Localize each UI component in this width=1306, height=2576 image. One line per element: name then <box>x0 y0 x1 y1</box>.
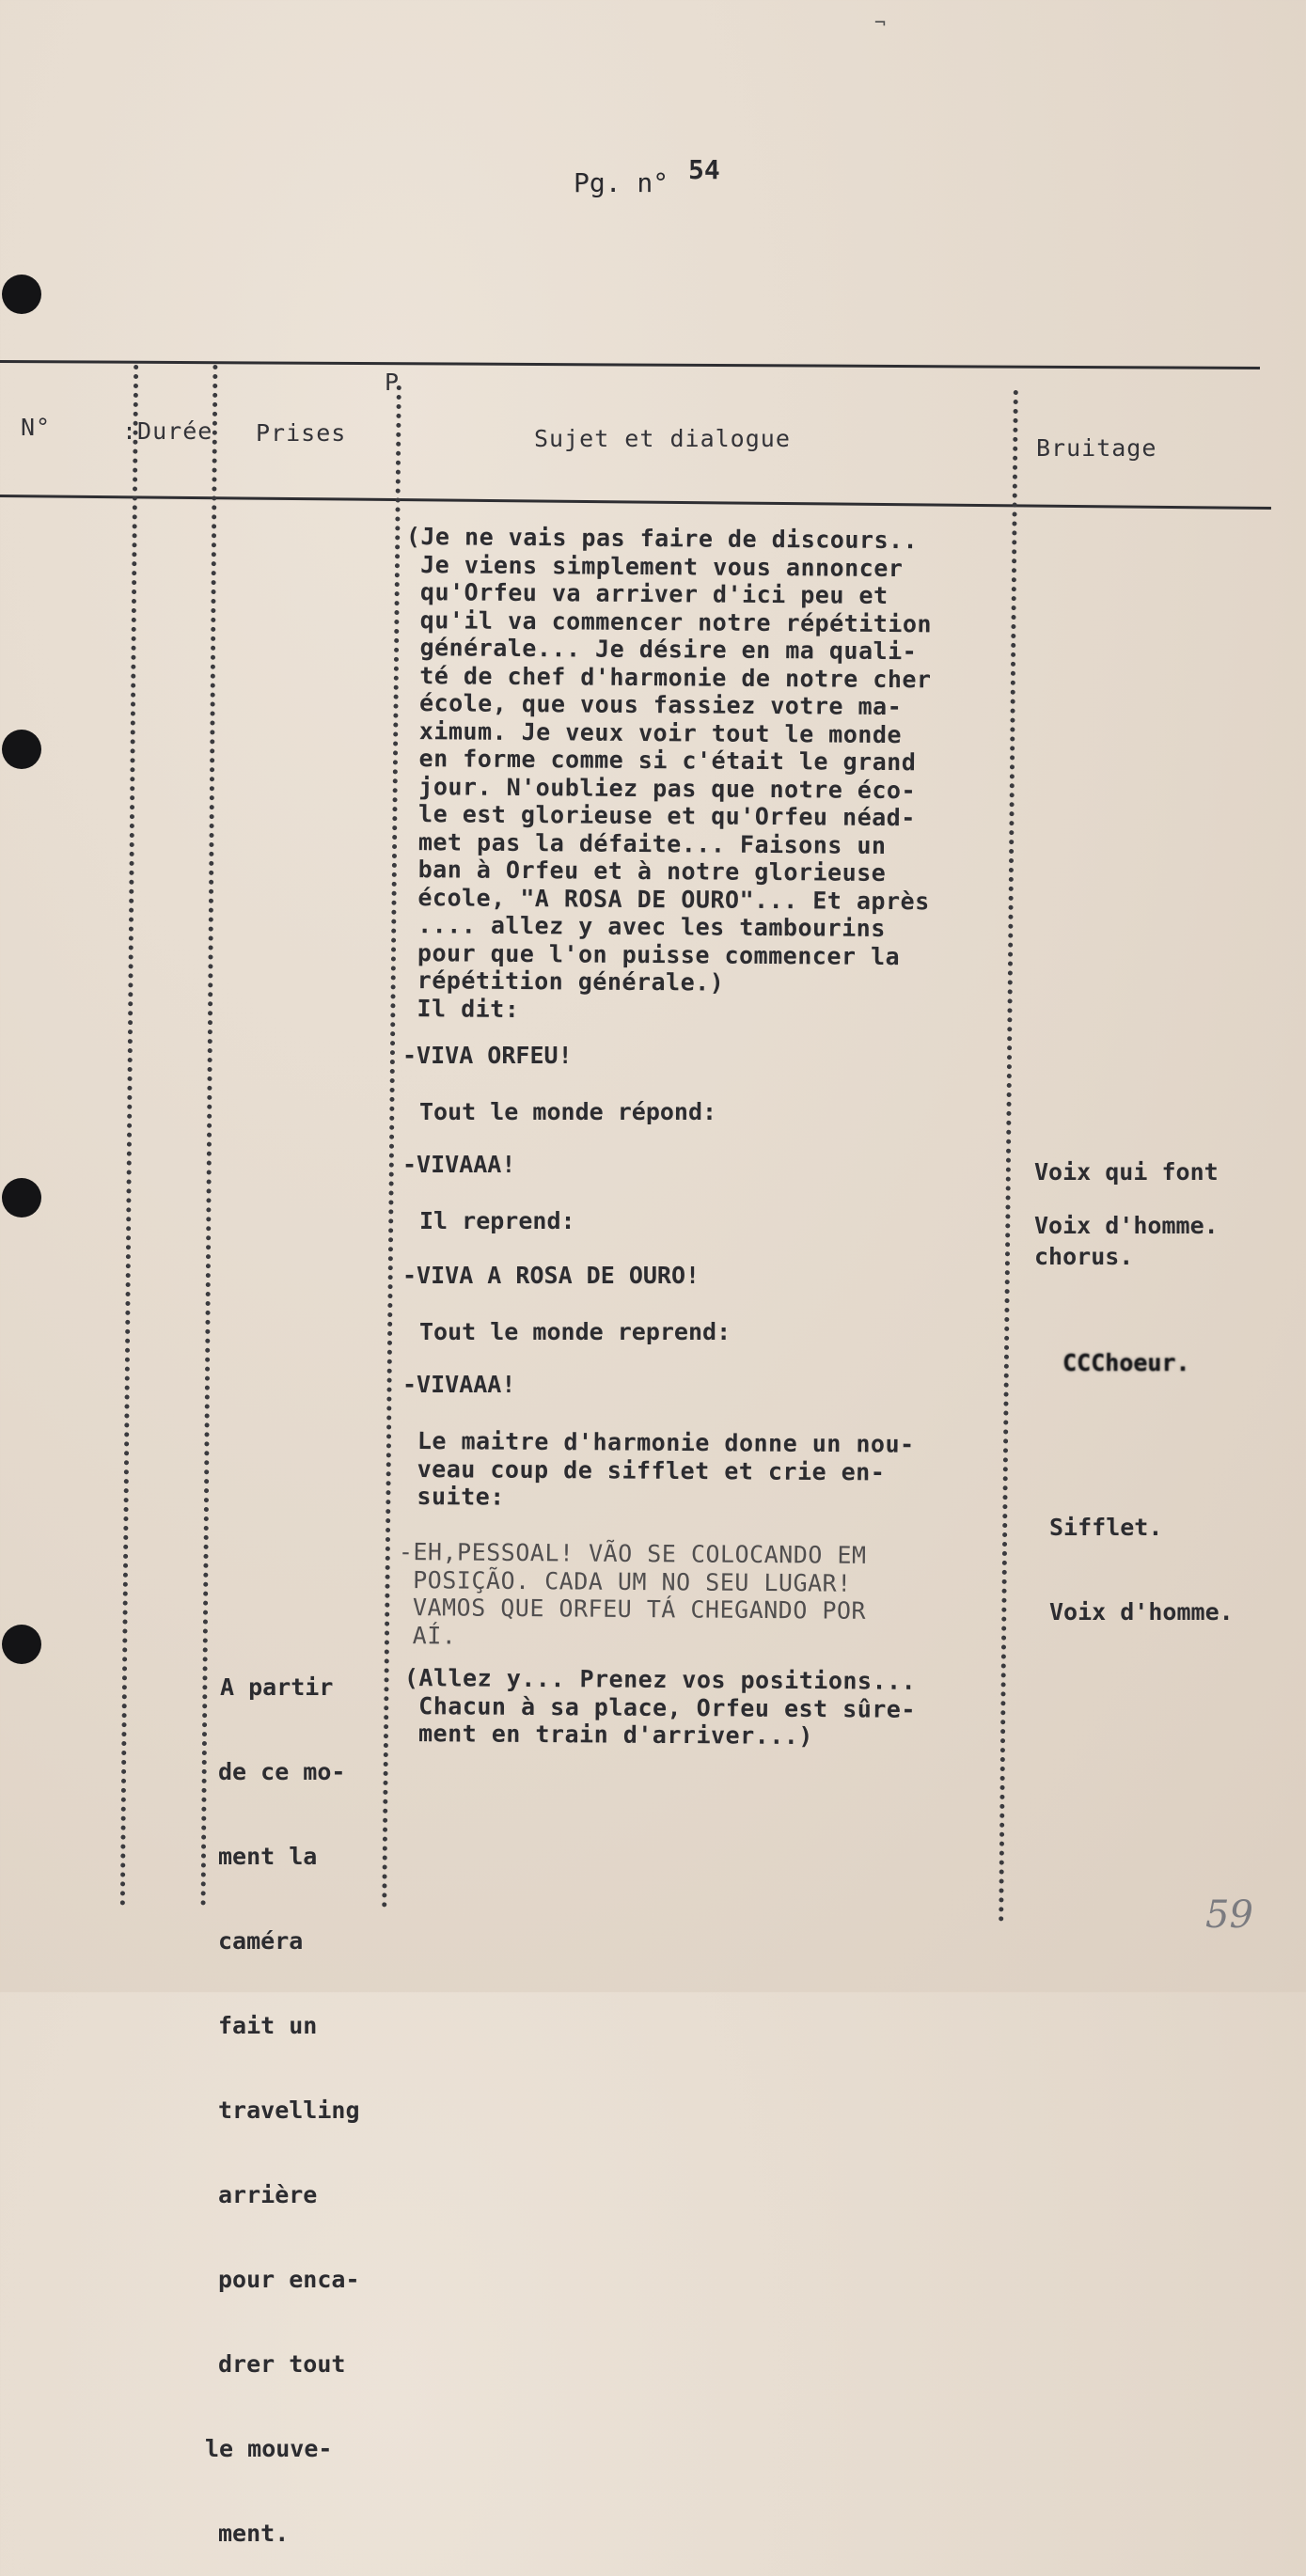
top-mark: ¬ <box>874 11 887 34</box>
bruitage-voix-chorus <box>1034 1102 1219 1299</box>
dialogue-il-reprend: Il reprend: <box>419 1207 575 1234</box>
prises-line: arrière <box>218 2181 318 2208</box>
page-number: 54 <box>688 154 720 185</box>
speech-line: ximum. Je veux voir tout le monde <box>404 716 903 748</box>
punch-hole <box>2 1625 41 1664</box>
dialogue-viva-orfeu: -VIVA ORFEU! <box>402 1042 573 1069</box>
punch-hole <box>2 1178 41 1217</box>
translation-line: (Allez y... Prenez vos positions... <box>403 1664 917 1695</box>
bruitage-line: Voix qui font <box>1034 1158 1219 1186</box>
speech-line: (Je ne vais pas faire de discours.. <box>405 523 919 555</box>
portuguese-block <box>398 1538 867 1653</box>
dialogue-viva-rosa: -VIVA A ROSA DE OURO! <box>402 1262 700 1289</box>
speech-line: école, "A ROSA DE OURO"... Et après <box>402 883 930 915</box>
column-separator <box>120 365 138 1907</box>
column-separator <box>999 390 1018 1923</box>
dialogue-tout-reprend: Tout le monde reprend: <box>419 1318 732 1345</box>
header-bottom-rule <box>0 495 1271 510</box>
translation-line: Chacun à sa place, Orfeu est sûre- <box>403 1691 917 1723</box>
portuguese-line: AÍ. <box>398 1621 457 1649</box>
speech-block <box>402 523 933 1026</box>
speech-line: ban à Orfeu et à notre glorieuse <box>402 855 887 887</box>
maitre-line: Le maitre d'harmonie donne un nou- <box>417 1427 915 1458</box>
translation-line: ment en train d'arriver...) <box>403 1719 814 1751</box>
maitre-line: suite: <box>417 1482 505 1511</box>
speech-line: qu'il va commencer notre répétition <box>405 605 933 637</box>
speech-line: générale... Je désire en ma quali- <box>404 633 918 666</box>
handwritten-page-number: 59 <box>1205 1893 1253 1937</box>
col-header-p-marker: P <box>385 369 401 396</box>
portuguese-line: POSIÇÃO. CADA UM NO SEU LUGAR! <box>398 1565 852 1597</box>
col-header-duree: :Durée <box>122 417 213 445</box>
prises-line: drer tout <box>218 2350 346 2378</box>
prises-line: de ce mo- <box>218 1758 346 1785</box>
prises-line: le mouve- <box>205 2435 333 2462</box>
speech-line: qu'Orfeu va arriver d'ici peu et <box>405 577 889 610</box>
speech-line: répétition générale.) <box>402 966 725 997</box>
portuguese-line: VAMOS QUE ORFEU TÁ CHEGANDO POR <box>398 1593 867 1625</box>
speech-line: en forme comme si c'était le grand <box>403 744 917 777</box>
speech-line: jour. N'oubliez pas que notre éco- <box>403 772 917 804</box>
bruitage-choeur-text: CCChoeur. <box>1062 1349 1190 1376</box>
bruitage-voix-homme: Voix d'homme. <box>1034 1212 1219 1239</box>
col-header-sujet: Sujet et dialogue <box>534 425 791 452</box>
punch-hole <box>2 730 41 769</box>
page-label: Pg. n° <box>574 167 669 198</box>
portuguese-line: -EH,PESSOAL! VÃO SE COLOCANDO EM <box>398 1538 867 1569</box>
speech-line: met pas la défaite... Faisons un <box>403 827 887 859</box>
col-header-prises: Prises <box>256 419 347 447</box>
prises-line: fait un <box>218 2012 318 2039</box>
bruitage-line: Sifflet. <box>1049 1514 1163 1541</box>
dialogue-vivaaa: -VIVAAA! <box>402 1371 516 1398</box>
bruitage-sifflet <box>1049 1457 1234 1655</box>
dialogue-vivaaa: -VIVAAA! <box>402 1151 516 1178</box>
header-top-rule <box>0 360 1260 369</box>
punch-hole <box>2 275 41 314</box>
speech-line: école, que vous fassiez votre ma- <box>404 688 903 721</box>
maitre-block <box>417 1427 914 1514</box>
maitre-line: veau coup de sifflet et crie en- <box>417 1454 886 1485</box>
speech-line: té de chef d'harmonie de notre cher <box>404 661 932 693</box>
page-number-header <box>574 154 720 198</box>
column-separator <box>382 385 401 1908</box>
prises-line: ment. <box>218 2520 290 2547</box>
bruitage-line: chorus. <box>1034 1243 1134 1270</box>
speech-line: .... allez y avec les tambourins <box>402 910 886 943</box>
bruitage-choeur <box>1034 1321 1190 1377</box>
speech-line: le est glorieuse et qu'Orfeu néad- <box>403 799 916 832</box>
prises-line: ment la <box>218 1843 318 1870</box>
bruitage-line: Voix d'homme. <box>1049 1598 1234 1626</box>
prises-line: A partir <box>220 1673 334 1701</box>
prises-line: travelling <box>218 2097 360 2124</box>
prises-note <box>205 1617 360 2576</box>
dialogue-tout-repond: Tout le monde répond: <box>419 1098 717 1125</box>
col-header-bruitage: Bruitage <box>1036 434 1157 462</box>
speech-line: Il dit: <box>401 994 520 1023</box>
col-header-no: N° <box>21 414 52 441</box>
speech-line: pour que l'on puisse commencer la <box>402 938 901 970</box>
speech-line: Je viens simplement vous annoncer <box>405 550 904 582</box>
translation-block <box>403 1664 916 1751</box>
prises-line: caméra <box>218 1927 304 1955</box>
prises-line: pour enca- <box>218 2266 360 2293</box>
